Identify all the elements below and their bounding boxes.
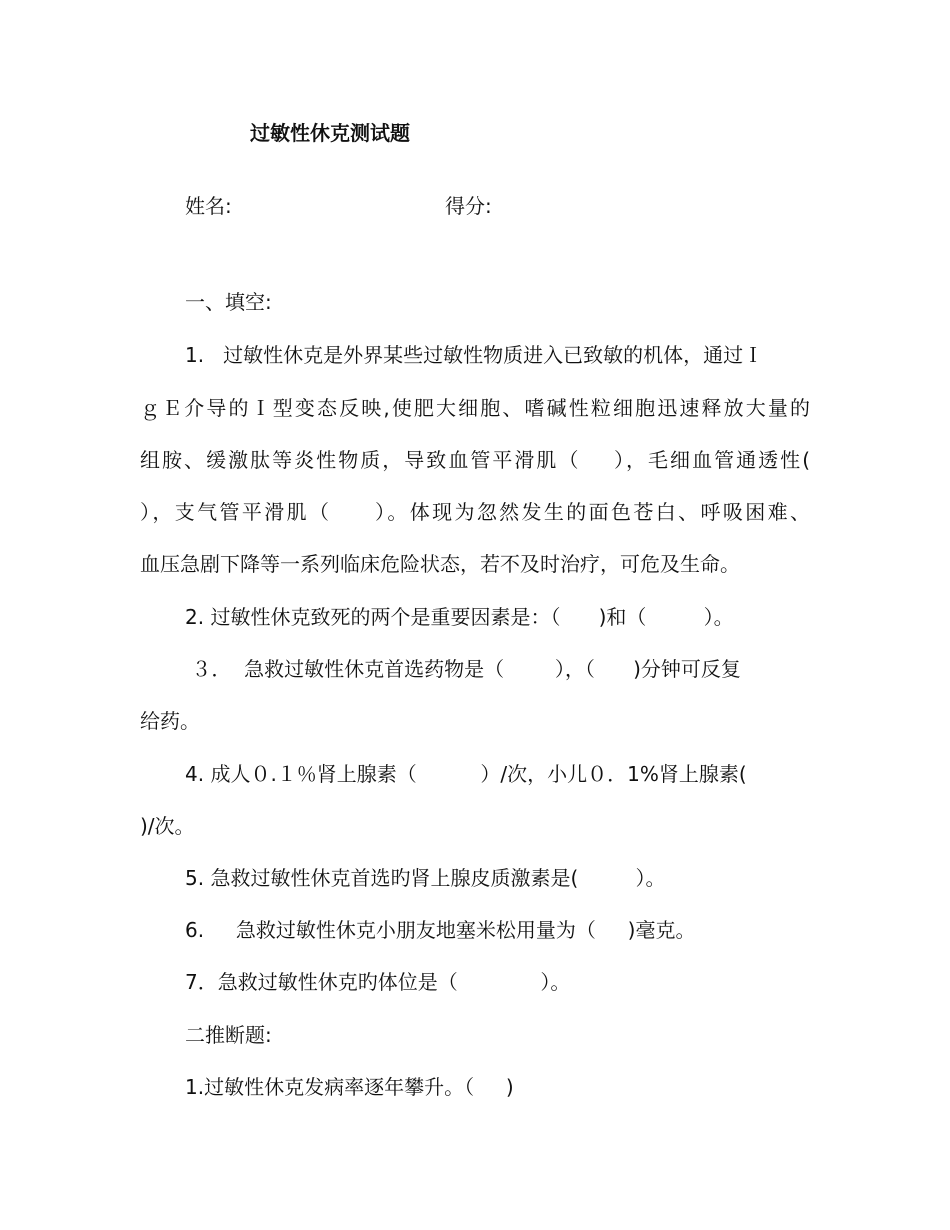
- question-1-line-3: 组胺、缓激肽等炎性物质，导致血管平滑肌（ ），毛细血管通透性(: [140, 448, 810, 472]
- question-1-line-5: 血压急剧下降等一系列临床危险状态，若不及时治疗，可危及生命。: [140, 552, 740, 576]
- judgment-question-1: 1.过敏性休克发病率逐年攀升。（ ): [185, 1075, 514, 1099]
- question-3-line-2: 给药。: [140, 709, 200, 733]
- question-4-line-2: )/次。: [140, 814, 195, 838]
- page-title: 过敏性休克测试题: [250, 121, 410, 145]
- name-label: 姓名:: [185, 194, 232, 218]
- question-6: 6. 急救过敏性休克小朋友地塞米松用量为（ )毫克。: [185, 918, 696, 942]
- section-fill-in-heading: 一、填空:: [185, 290, 272, 314]
- question-7: 7．急救过敏性休克旳体位是（ ）。: [185, 970, 571, 994]
- question-1-line-4: ），支气管平滑肌（ ）。体现为忽然发生的面色苍白、呼吸困难、: [140, 500, 810, 524]
- section-judgment-heading: 二推断题:: [185, 1023, 272, 1047]
- question-2: 2. 过敏性休克致死的两个是重要因素是：（ )和（ ）。: [185, 605, 734, 629]
- question-1-line-1: 1. 过敏性休克是外界某些过敏性物质进入已致敏的机体，通过Ｉ: [185, 343, 764, 367]
- question-1-line-2: ｇＥ介导的Ｉ型变态反映,使肥大细胞、嗜碱性粒细胞迅速释放大量的: [140, 396, 810, 420]
- question-4-line-1: 4. 成人０.１％肾上腺素（ ）/次，小儿０．1%肾上腺素(: [185, 762, 747, 786]
- score-label: 得分:: [445, 194, 492, 218]
- question-3-line-1: ３． 急救过敏性休克首选药物是（ ），（ )分钟可反复: [185, 657, 741, 681]
- question-5: 5. 急救过敏性休克首选旳肾上腺皮质激素是( ）。: [185, 866, 666, 890]
